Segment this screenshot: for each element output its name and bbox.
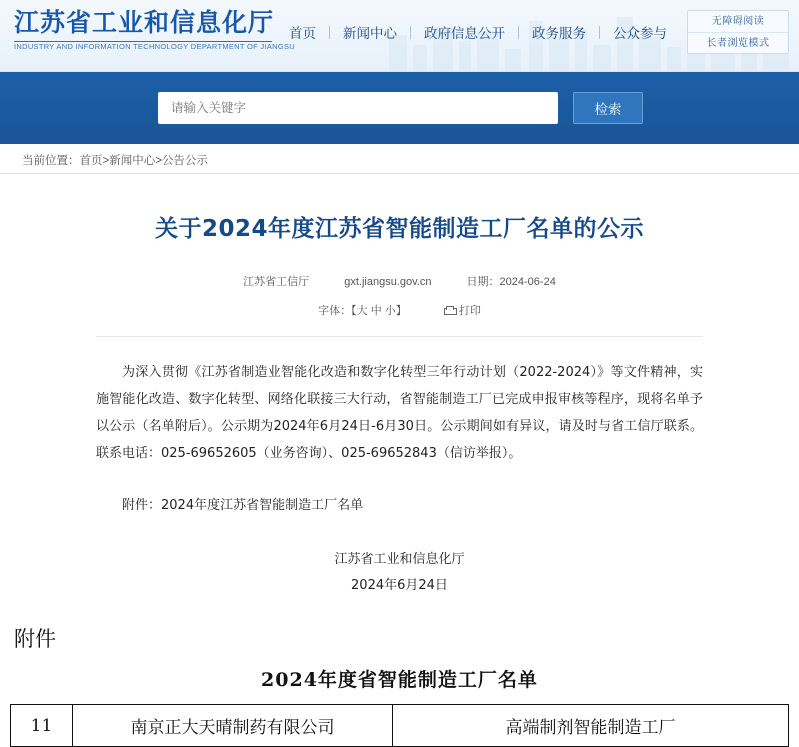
nav-item-services[interactable]: 政务服务 [532, 26, 586, 41]
elderly-mode-button[interactable]: 长者浏览模式 [688, 32, 788, 53]
article-divider [96, 336, 703, 337]
article-meta [96, 273, 703, 289]
meta-source: 江苏省工信厅 [243, 276, 310, 288]
article-tools [96, 302, 703, 318]
font-size-selector[interactable]: 字体：【大 中 小】 [318, 305, 407, 317]
logo-divider [14, 41, 272, 42]
nav-item-news[interactable]: 新闻中心 [343, 26, 397, 41]
meta-site: gxt.jiangsu.gov.cn [344, 276, 432, 288]
attachment-heading: 附件 [14, 627, 56, 651]
row-factory: 高端制剂智能制造工厂 [393, 705, 789, 747]
row-index: 11 [11, 705, 73, 747]
article-container [0, 210, 799, 599]
site-logo[interactable] [14, 8, 296, 51]
signature-org: 江苏省工业和信息化厅 [334, 552, 465, 567]
site-header [0, 0, 799, 72]
search-button[interactable]: 检索 [573, 92, 643, 124]
nav-item-public[interactable]: 公众参与 [613, 26, 667, 41]
meta-date: 日期：2024-06-24 [466, 276, 556, 288]
factory-list-table [10, 704, 789, 747]
article-signature [96, 547, 703, 599]
print-button[interactable] [444, 305, 481, 317]
search-band [0, 72, 799, 144]
utility-box [687, 10, 789, 54]
page-title: 关于2024年度江苏省智能制造工厂名单的公示 [154, 216, 644, 242]
site-logo-subtitle: INDUSTRY AND INFORMATION TECHNOLOGY DEPARTMENT OF JIANGSU [14, 42, 296, 51]
print-label: 打印 [458, 305, 481, 317]
attachment-table-title: 2024年度省智能制造工厂名单 [261, 669, 538, 691]
top-navigation [276, 22, 680, 42]
table-row [11, 705, 789, 747]
article-body: 为深入贯彻《江苏省制造业智能化改造和数字化转型三年行动计划（2022-2024）》等文件精神，实施智能化改造、数字化转型、网络化联接三大行动，省智能制造工厂已完成申报审核等程序，现将名单予以公示（名单附后）。公示期为2024年6月24日-6月30日。公示期间如有异议，请及时与省工信厅联系。联系电话：025-69652605（业务咨询）、025-69652843（信访举报）。 [96, 365, 703, 461]
signature-date: 2024年6月24日 [351, 578, 448, 593]
row-company: 南京正大天晴制药有限公司 [73, 705, 393, 747]
article-attachment-link[interactable]: 附件：2024年度江苏省智能制造工厂名单 [122, 498, 364, 513]
site-logo-title: 江苏省工业和信息化厅 [14, 8, 275, 37]
nav-item-gov-info[interactable]: 政府信息公开 [424, 26, 505, 41]
printer-icon [444, 306, 455, 315]
attachment-section [0, 623, 799, 747]
search-input[interactable] [158, 92, 558, 124]
nav-item-home[interactable]: 首页 [289, 26, 316, 41]
breadcrumb[interactable]: 当前位置：首页>新闻中心>公告公示 [22, 155, 208, 167]
accessibility-mode-button[interactable]: 无障碍阅读 [711, 16, 765, 27]
breadcrumb-bar [0, 144, 799, 174]
